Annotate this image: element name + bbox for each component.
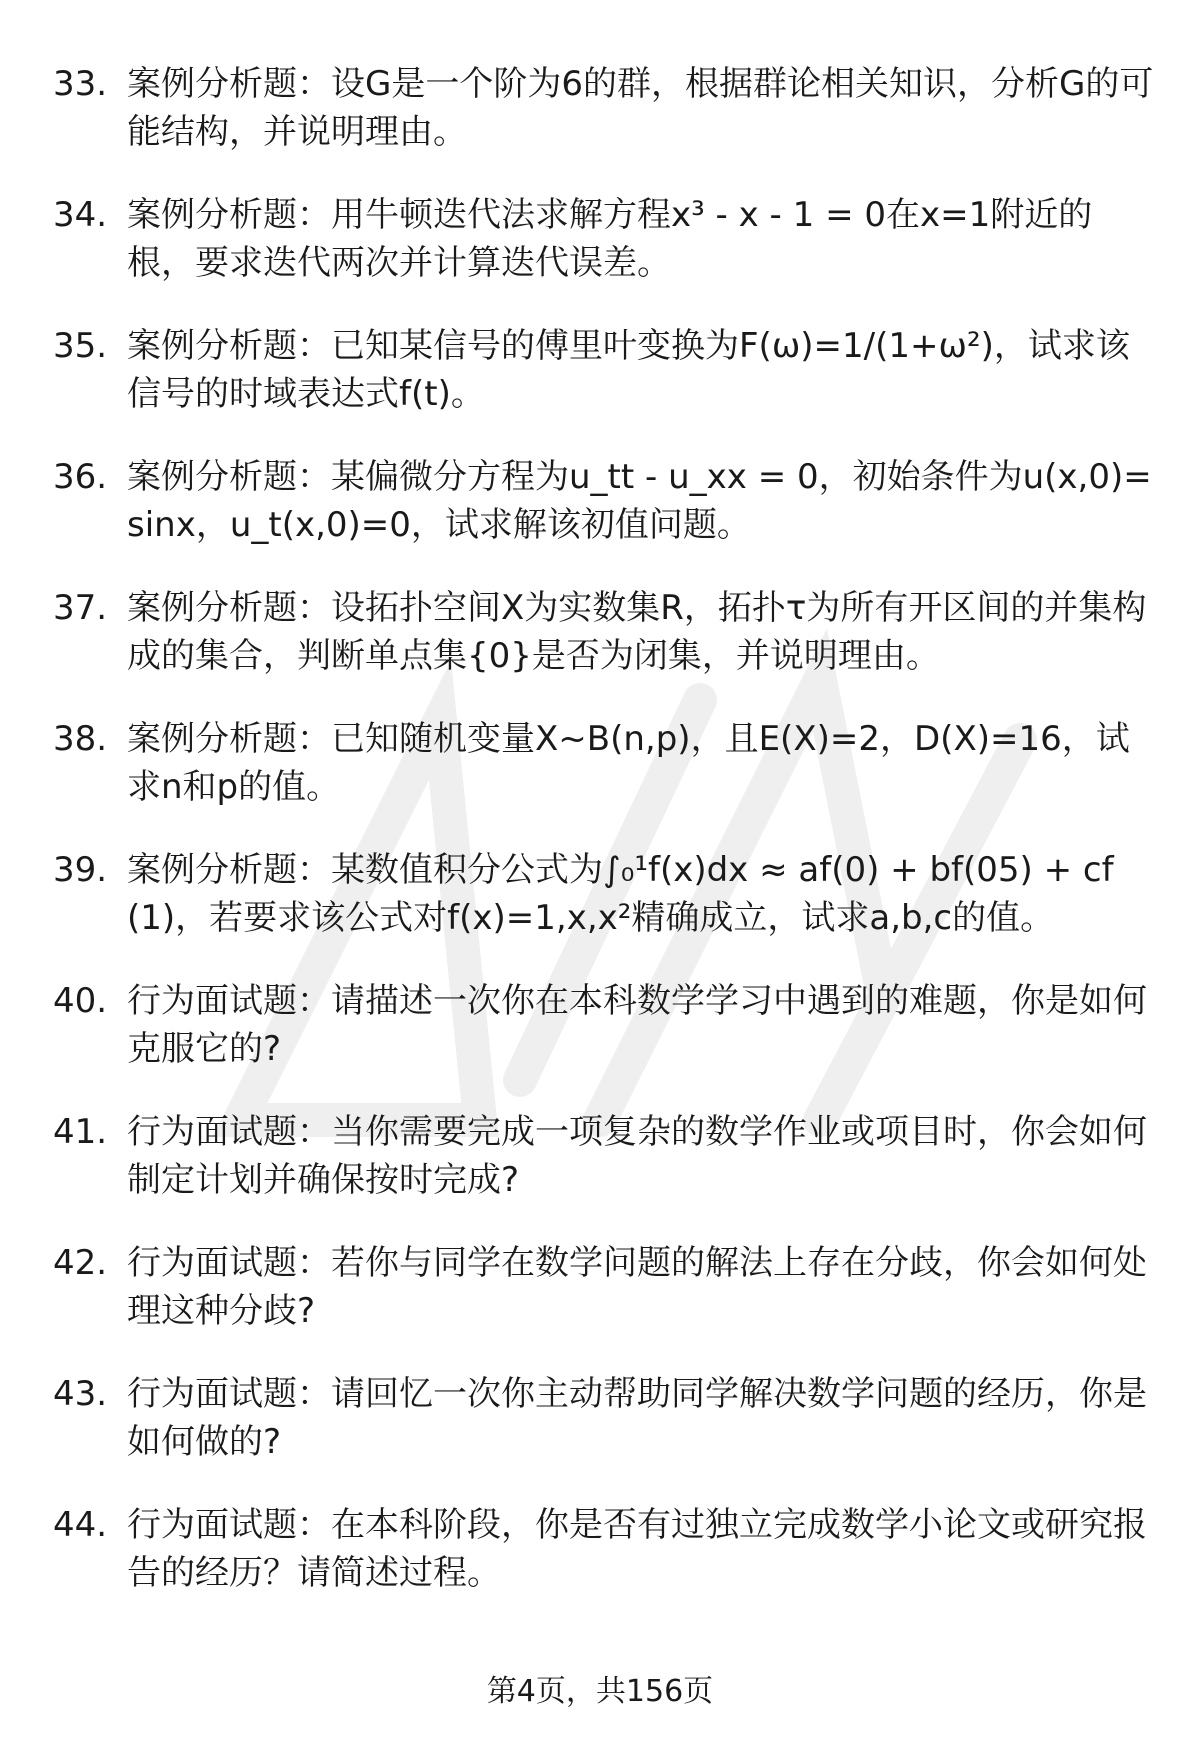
question-number: 39. xyxy=(53,850,108,890)
question-text: 案例分析题：某数值积分公式为∫₀¹f(x)dx ≈ af(0) + bf(05) + cf(1)，若要求该公式对f(x)=1,x,x²精确成立，试求a,b,c的值。 xyxy=(127,850,1114,938)
question-number: 38. xyxy=(53,719,108,759)
list-item xyxy=(0,846,1200,977)
question-number: 41. xyxy=(53,1112,108,1152)
question-text: 行为面试题：请描述一次你在本科数学学习中遇到的难题，你是如何克服它的? xyxy=(127,981,1147,1069)
question-number: 34. xyxy=(53,195,108,235)
list-item xyxy=(0,191,1200,322)
question-number: 37. xyxy=(53,588,108,628)
question-number: 40. xyxy=(53,981,108,1021)
question-text: 行为面试题：请回忆一次你主动帮助同学解决数学问题的经历，你是如何做的? xyxy=(127,1374,1147,1462)
question-text: 行为面试题：在本科阶段，你是否有过独立完成数学小论文或研究报告的经历？请简述过程。 xyxy=(127,1505,1147,1593)
question-list xyxy=(0,60,1200,1632)
list-item xyxy=(0,1239,1200,1370)
list-item xyxy=(0,1108,1200,1239)
list-item xyxy=(0,322,1200,453)
question-text: 案例分析题：已知某信号的傅里叶变换为F(ω)=1/(1+ω²)，试求该信号的时域表达式f(t)。 xyxy=(127,326,1130,414)
list-item xyxy=(0,60,1200,191)
list-item xyxy=(0,453,1200,584)
question-text: 案例分析题：用牛顿迭代法求解方程x³ - x - 1 = 0在x=1附近的根，要求迭代两次并计算迭代误差。 xyxy=(127,195,1093,283)
list-item xyxy=(0,715,1200,846)
question-text: 案例分析题：某偏微分方程为u_tt - u_xx = 0，初始条件为u(x,0)=sinx，u_t(x,0)=0，试求解该初值问题。 xyxy=(127,457,1152,545)
question-text: 行为面试题：当你需要完成一项复杂的数学作业或项目时，你会如何制定计划并确保按时完成? xyxy=(127,1112,1147,1200)
list-item xyxy=(0,977,1200,1108)
question-number: 43. xyxy=(53,1374,108,1414)
question-number: 33. xyxy=(53,64,108,104)
list-item xyxy=(0,584,1200,715)
question-number: 35. xyxy=(53,326,108,366)
question-number: 36. xyxy=(53,457,108,497)
page-footer: 第4页，共156页 xyxy=(486,1674,714,1709)
list-item xyxy=(0,1501,1200,1632)
question-text: 案例分析题：设G是一个阶为6的群，根据群论相关知识，分析G的可能结构，并说明理由。 xyxy=(127,64,1154,152)
question-text: 案例分析题：已知随机变量X~B(n,p)，且E(X)=2，D(X)=16，试求n和p的值。 xyxy=(127,719,1130,807)
question-text: 行为面试题：若你与同学在数学问题的解法上存在分歧，你会如何处理这种分歧? xyxy=(127,1243,1147,1331)
question-text: 案例分析题：设拓扑空间X为实数集R，拓扑τ为所有开区间的并集构成的集合，判断单点集{0}是否为闭集，并说明理由。 xyxy=(127,588,1147,676)
question-number: 42. xyxy=(53,1243,108,1283)
list-item xyxy=(0,1370,1200,1501)
question-number: 44. xyxy=(53,1505,108,1545)
